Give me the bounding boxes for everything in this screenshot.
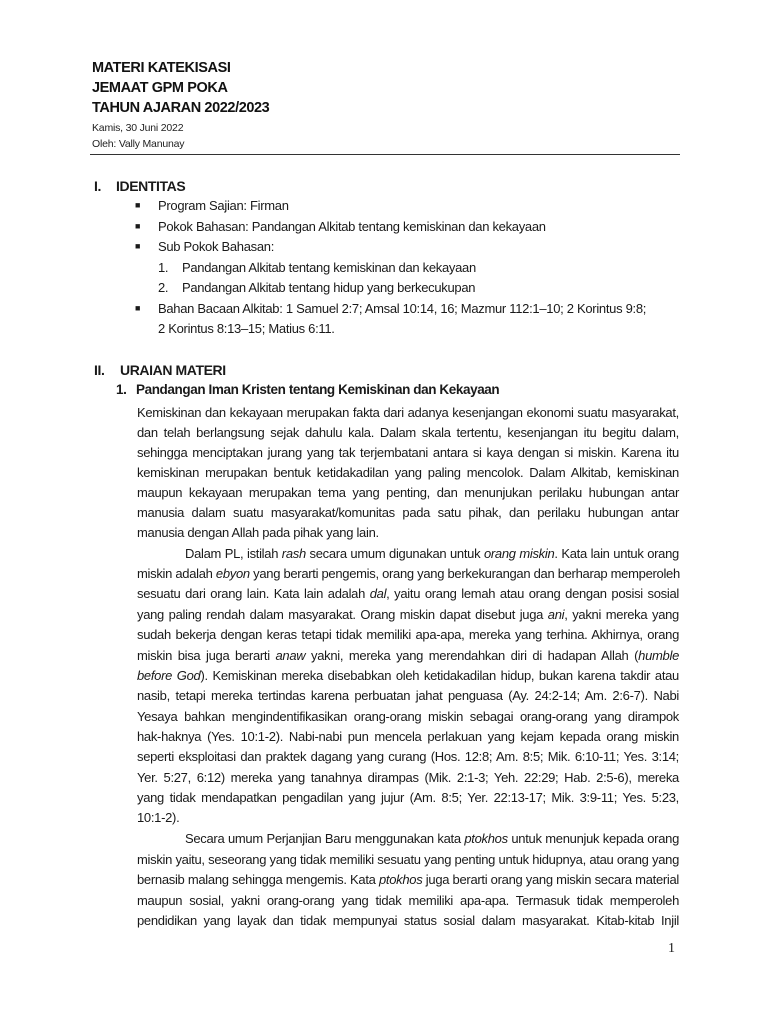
paragraph-line: sehingga menciptakan jurang yang tak terjembatani antara si kaya dengan si miskin. Karena itu bbox=[137, 445, 679, 460]
paragraph-line: nasib, tetapi mereka tertindas karena perbuatan jahat penguasa (Ay. 24:2-14; Am. 2:6-7). Nabi bbox=[137, 688, 679, 703]
header-title-2: JEMAAT GPM POKA bbox=[92, 80, 228, 96]
subitem-text: Pandangan Alkitab tentang hidup yang berkecukupan bbox=[182, 280, 476, 295]
paragraph-line: sudah bekerja dengan keras tetapi tidak memiliki apa-apa, mereka yang terhina. Akhirnya, orang bbox=[137, 627, 679, 642]
page-number: 1 bbox=[668, 941, 675, 956]
section-2-title: URAIAN MATERI bbox=[120, 362, 226, 378]
bullet-continuation: 2 Korintus 8:13–15; Matius 6:11. bbox=[158, 321, 335, 336]
subitem-text: Pandangan Alkitab tentang kemiskinan dan kekayaan bbox=[182, 260, 476, 275]
subsection-title: Pandangan Iman Kristen tentang Kemiskinan dan Kekayaan bbox=[136, 382, 500, 397]
bullet-icon: ■ bbox=[135, 200, 141, 210]
bullet-icon: ■ bbox=[135, 241, 141, 251]
section-1-number: I. bbox=[94, 178, 101, 194]
paragraph-line: Yer. 5:27, 6:12) mereka yang tanahnya dirampas (Mik. 2:1-3; Yeh. 22:29; Hab. 2:5-6), mereka bbox=[137, 770, 679, 785]
numbered-subitem bbox=[158, 258, 476, 278]
header-title-1: MATERI KATEKISASI bbox=[92, 60, 231, 76]
subitem-number: 2. bbox=[158, 280, 169, 295]
paragraph-line: miskin adalah ebyon yang berarti pengemis, orang yang berkekurangan dan berharap memperoleh bbox=[137, 566, 680, 581]
paragraph-line: Kemiskinan dan kekayaan merupakan fakta dari adanya kesenjangan ekonomi suatu masyarakat, bbox=[137, 405, 679, 420]
section-2-heading bbox=[94, 361, 226, 379]
bullet-icon: ■ bbox=[135, 303, 141, 313]
paragraph-line: Dalam PL, istilah rash secara umum digunakan untuk orang miskin. Kata lain untuk orang bbox=[185, 546, 679, 561]
paragraph-line: yang tidak mendapatkan pengadilan yang jujur (Am. 8:5; Yer. 22:13-17; Mik. 3:9-11; Yes. 5:23, bbox=[137, 790, 679, 805]
paragraph-line: 10:1-2). bbox=[137, 810, 180, 825]
paragraph-line: sesuatu dari orang lain. Kata lain adalah dal, yaitu orang lemah atau orang dengan posisi sosial bbox=[137, 586, 679, 601]
paragraph-line: bernasib malang sehingga mengemis. Kata ptokhos juga berarti orang yang miskin secara material bbox=[137, 872, 680, 887]
paragraph-line: manusia dengan Allah pada pihak yang lain. bbox=[137, 525, 379, 540]
section-1-title: IDENTITAS bbox=[116, 178, 186, 194]
bullet-icon: ■ bbox=[135, 221, 141, 231]
paragraph-line: seperti eksploitasi dan praktek dagang yang curang (Hos. 12:8; Am. 8:5; Mik. 6:10-11; Yes. 3:14; bbox=[137, 749, 679, 764]
subitem-number: 1. bbox=[158, 260, 169, 275]
paragraph-line: hak-haknya (Yes. 10:1-2). Nabi-nabi pun mencela perlakuan yang kejam kepada orang miskin bbox=[137, 729, 679, 744]
bullet-text: Bahan Bacaan Alkitab: 1 Samuel 2:7; Amsal 10:14, 16; Mazmur 112:1–10; 2 Korintus 9:8; bbox=[158, 301, 647, 316]
paragraph-line: Secara umum Perjanjian Baru menggunakan kata ptokhos untuk menunjuk kepada orang bbox=[185, 831, 679, 846]
bullet-item bbox=[135, 299, 646, 320]
paragraph-line: miskin yaitu, seseorang yang tidak memiliki sesuatu yang penting untuk hidupnya, atau orang yang bbox=[137, 852, 679, 867]
bullet-text: Program Sajian: Firman bbox=[158, 198, 289, 213]
paragraph-line: maupun kekayaan merupakan tema yang penting, dan menunjukan perilaku hubungan antar bbox=[137, 485, 679, 500]
header-date: Kamis, 30 Juni 2022 bbox=[92, 122, 184, 134]
paragraph-line: yang paling rendah dalam masyarakat. Orang miskin dapat disebut juga ani, yakni mereka yang bbox=[137, 607, 679, 622]
section-1-heading bbox=[94, 177, 185, 195]
paragraph-line: miskin bisa juga berarti anaw yakni, mereka yang merendahkan diri di hadapan Allah (humble bbox=[137, 648, 679, 663]
header-author: Oleh: Vally Manunay bbox=[92, 138, 185, 150]
paragraph-line: before God). Kemiskinan mereka disebabkan oleh ketidakadilan hidup, bukan karena takdir atau bbox=[137, 668, 679, 683]
paragraph-line: pendidikan yang layak dan tidak mempunyai status sosial dalam masyarakat. Kitab-kitab Injil bbox=[137, 913, 679, 928]
bullet-text: Sub Pokok Bahasan: bbox=[158, 239, 275, 254]
subsection-number: 1. bbox=[116, 382, 127, 397]
bullet-item bbox=[135, 237, 274, 258]
header-title-3: TAHUN AJARAN 2022/2023 bbox=[92, 100, 270, 116]
header-divider bbox=[90, 154, 680, 155]
paragraph-line: kemiskinan merupakan bentuk ketidakadilan yang paling mencolok. Dalam Alkitab, kemiskinan bbox=[137, 465, 679, 480]
bullet-item bbox=[135, 196, 289, 217]
paragraph-line: dan telah berlangsung sejak dahulu kala. Dalam skala tertentu, kesenjangan itu begitu dalam, bbox=[137, 425, 679, 440]
paragraph-line: maupun sosial, yakni orang-orang yang tidak memiliki apa-apa. Termasuk tidak memperoleh bbox=[137, 893, 679, 908]
paragraph-line: Yesaya bahkan mengindentifikasikan orang-orang miskin sebagai orang-orang yang dirampok bbox=[137, 709, 679, 724]
subsection-heading bbox=[116, 381, 499, 399]
bullet-text: Pokok Bahasan: Pandangan Alkitab tentang kemiskinan dan kekayaan bbox=[158, 219, 546, 234]
section-2-number: II. bbox=[94, 362, 105, 378]
numbered-subitem bbox=[158, 278, 475, 298]
bullet-item bbox=[135, 217, 546, 238]
paragraph-line: manusia dalam suatu masyarakat/komunitas pada satu pihak, dan perilaku hubungan antar bbox=[137, 505, 679, 520]
